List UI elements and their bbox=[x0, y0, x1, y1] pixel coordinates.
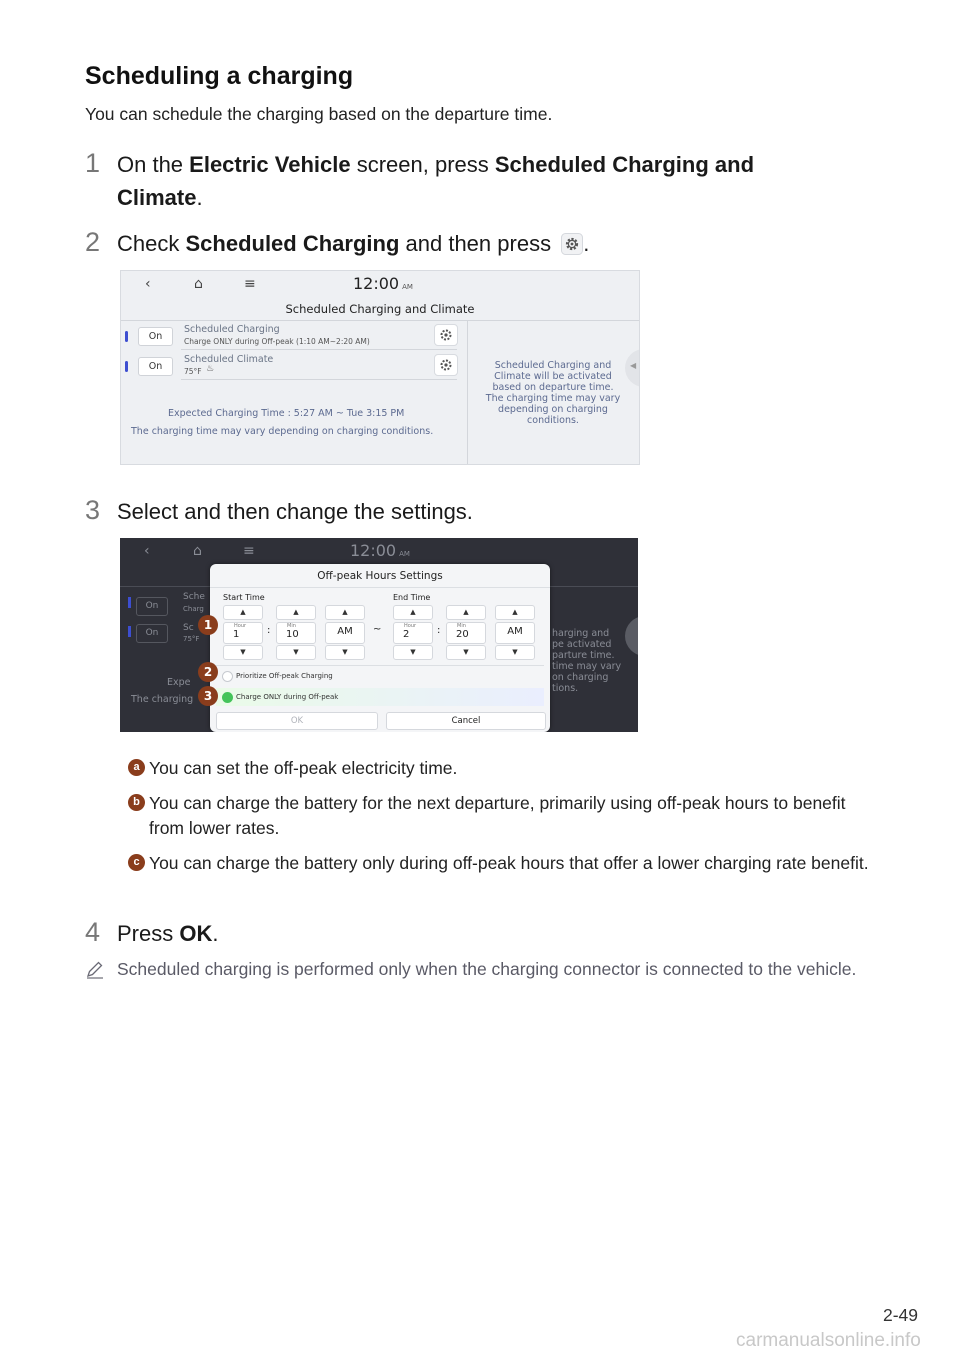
menu-icon[interactable]: ≡ bbox=[243, 543, 255, 559]
bg-toggle-1: On bbox=[136, 597, 168, 616]
scheduled-charging-screen bbox=[120, 270, 640, 465]
charging-vary-note: The charging time may vary depending on charging conditions. bbox=[131, 426, 434, 437]
end-time-label: End Time bbox=[393, 593, 431, 602]
scheduled-climate-toggle[interactable]: On bbox=[138, 357, 173, 376]
right-panel-info: Scheduled Charging and Climate will be activated based on departure time. The charging time may vary depending on charging conditions. bbox=[485, 360, 621, 426]
step-1: 1 On the Electric Vehicle screen, press Scheduled Charging and Climate. bbox=[85, 148, 755, 210]
start-hour-up[interactable]: ▲ bbox=[223, 605, 263, 620]
climate-temperature: 75°F bbox=[184, 367, 202, 376]
ok-button[interactable]: OK bbox=[216, 712, 378, 730]
step-3: 3 Select and then change the settings. bbox=[85, 495, 473, 525]
pencil-icon bbox=[85, 959, 105, 979]
end-ampm-down[interactable]: ▼ bbox=[495, 645, 535, 660]
prioritize-off-peak-option[interactable]: Prioritize Off-peak Charging bbox=[216, 667, 544, 685]
section-title: Scheduling a charging bbox=[85, 62, 354, 90]
scheduled-charging-toggle[interactable]: On bbox=[138, 327, 173, 346]
side-panel-handle[interactable]: ◀ bbox=[625, 349, 640, 387]
scheduled-climate-label[interactable]: Scheduled Climate bbox=[184, 354, 274, 365]
gear-icon[interactable] bbox=[434, 324, 458, 346]
end-hour[interactable]: Hour 2 bbox=[393, 622, 433, 644]
bg-right-panel: harging and pe activated parture time. time may vary on charging tions. bbox=[552, 628, 622, 694]
step-number: 2 bbox=[85, 227, 101, 257]
gear-icon[interactable] bbox=[434, 354, 458, 376]
back-icon[interactable]: ‹ bbox=[145, 276, 151, 292]
end-ampm[interactable]: AM bbox=[495, 622, 535, 644]
start-ampm-down[interactable]: ▼ bbox=[325, 645, 365, 660]
callout-badge-a: a bbox=[128, 759, 145, 776]
start-ampm-up[interactable]: ▲ bbox=[325, 605, 365, 620]
description-1: a You can set the off-peak electricity time. bbox=[128, 756, 869, 781]
expected-charging-time: Expected Charging Time : 5:27 AM ~ Tue 3:15 PM bbox=[168, 408, 405, 419]
off-peak-hours-dialog: Off-peak Hours Settings Start Time End Time ▲ ▲ ▲ Hour 1 : Min 10 AM ▼ ▼ ▼ ~ ▲ ▲ ▲ Hour 2 : Min 20 AM ▼ ▼ ▼ Prioritize Off-peak Charging Charge ONLY during Off-peak OK Cancel bbox=[210, 564, 550, 732]
end-min[interactable]: Min 20 bbox=[446, 622, 486, 644]
end-min-up[interactable]: ▲ bbox=[446, 605, 486, 620]
screen-title: Scheduled Charging and Climate bbox=[285, 302, 475, 316]
home-icon[interactable]: ⌂ bbox=[194, 276, 203, 292]
start-time-label: Start Time bbox=[223, 593, 265, 602]
defrost-icon: ♨ bbox=[206, 364, 215, 374]
home-icon[interactable]: ⌂ bbox=[193, 543, 202, 559]
step-number: 3 bbox=[85, 495, 101, 525]
radio-icon bbox=[222, 671, 233, 682]
callout-badge-2: 2 bbox=[198, 662, 218, 682]
end-hour-up[interactable]: ▲ bbox=[393, 605, 433, 620]
watermark: carmanualsonline.info bbox=[736, 1330, 921, 1351]
end-ampm-up[interactable]: ▲ bbox=[495, 605, 535, 620]
callout-badge-1: 1 bbox=[198, 615, 218, 635]
page-number: 2-49 bbox=[883, 1305, 919, 1325]
off-peak-settings-screen: ‹ ⌂ ≡ 12:00 AM On On Sche Charg Sc 75°F Expe The charging harging and pe activated parture time. time may vary on charging tions. Off-peak Hours Settings Start Time End Time ▲ ▲ ▲ Hour 1 : Min 10 AM ▼ ▼ ▼ ~ ▲ ▲ ▲ Hour 2 : Min 20 AM ▼ ▼ ▼ Prioritize Off-peak Charging Charge ONLY during Off-peak OK Cancel 1 2 3 bbox=[120, 538, 638, 732]
section-intro: You can schedule the charging based on the departure time. bbox=[85, 104, 553, 124]
scheduled-charging-sub: Charge ONLY during Off-peak (1:10 AM~2:20 AM) bbox=[184, 337, 370, 346]
clock: 12:00 AM bbox=[353, 274, 413, 293]
start-hour-down[interactable]: ▼ bbox=[223, 645, 263, 660]
dialog-title: Off-peak Hours Settings bbox=[317, 570, 443, 582]
start-min-up[interactable]: ▲ bbox=[276, 605, 316, 620]
callout-badge-3: 3 bbox=[198, 686, 218, 706]
back-icon[interactable]: ‹ bbox=[144, 543, 150, 559]
end-min-down[interactable]: ▼ bbox=[446, 645, 486, 660]
step-number: 4 bbox=[85, 917, 101, 947]
description-2: b You can charge the battery for the next departure, primarily using off-peak hours to benefit from lower rates. bbox=[128, 791, 869, 841]
step-2: 2 Check Scheduled Charging and then press . bbox=[85, 227, 590, 257]
charge-only-off-peak-option[interactable]: Charge ONLY during Off-peak bbox=[216, 688, 544, 706]
step-number: 1 bbox=[85, 148, 101, 178]
note: Scheduled charging is performed only when the charging connector is connected to the vehicle. bbox=[85, 957, 877, 982]
bg-toggle-2: On bbox=[136, 624, 168, 643]
radio-selected-icon bbox=[222, 692, 233, 703]
cancel-button[interactable]: Cancel bbox=[386, 712, 546, 730]
menu-icon[interactable]: ≡ bbox=[244, 276, 256, 292]
start-hour[interactable]: Hour 1 bbox=[223, 622, 263, 644]
description-3: c You can charge the battery only during off-peak hours that offer a lower charging rate benefit. bbox=[128, 851, 869, 876]
start-min-down[interactable]: ▼ bbox=[276, 645, 316, 660]
range-separator: ~ bbox=[373, 624, 382, 635]
start-ampm[interactable]: AM bbox=[325, 622, 365, 644]
step-4: 4 Press OK. bbox=[85, 917, 219, 947]
clock: 12:00 AM bbox=[350, 541, 410, 560]
scheduled-charging-label[interactable]: Scheduled Charging bbox=[184, 324, 280, 335]
callout-badge-c: c bbox=[128, 854, 145, 871]
callout-badge-b: b bbox=[128, 794, 145, 811]
gear-icon bbox=[561, 233, 583, 255]
end-hour-down[interactable]: ▼ bbox=[393, 645, 433, 660]
start-min[interactable]: Min 10 bbox=[276, 622, 316, 644]
